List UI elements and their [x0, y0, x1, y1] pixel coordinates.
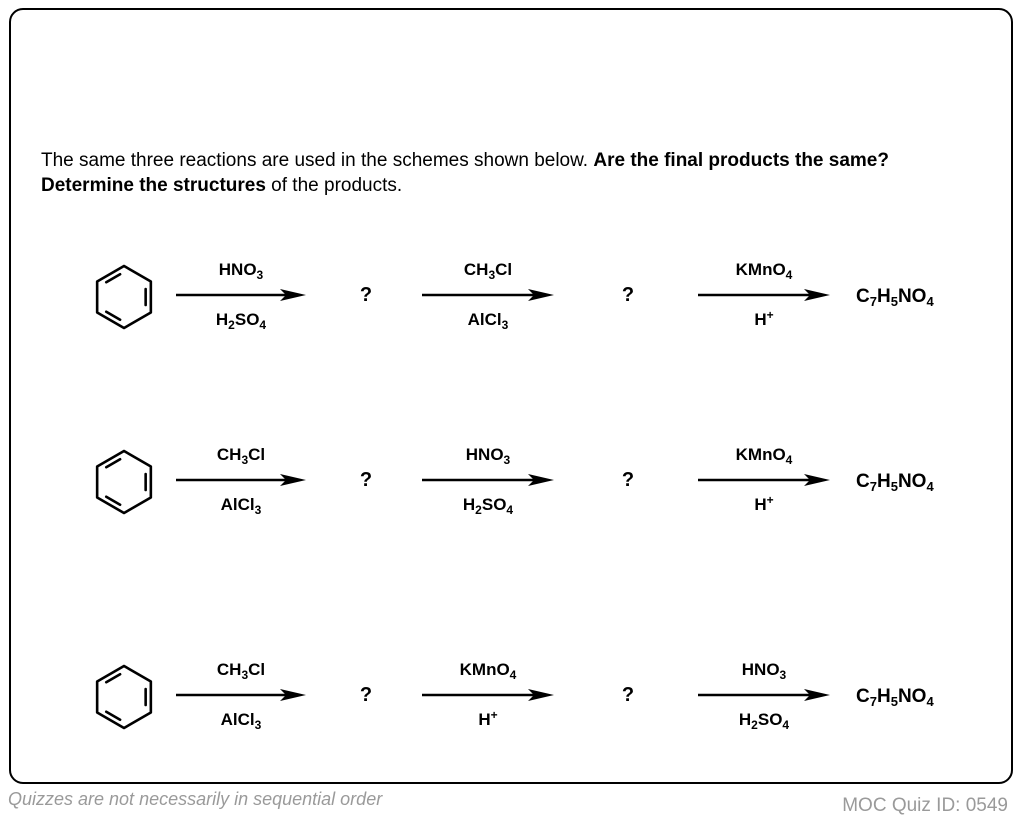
benzene-structure: [90, 659, 158, 735]
reaction-arrow-3: [698, 473, 830, 487]
reagent-below-step-2: AlCl$_3$: [467, 310, 509, 332]
reaction-scheme-3: [0, 640, 1024, 760]
reagent-below-step-3: $H_2SO_4$: [738, 710, 790, 732]
final-product-formula: $C_7H_5NO_4$: [856, 471, 934, 494]
reagent-below-step-2: $H_2SO_4$: [462, 495, 514, 517]
benzene-structure: [90, 444, 158, 520]
reaction-arrow-3: [698, 288, 830, 302]
quiz-id: MOC Quiz ID: 0549: [842, 795, 1008, 816]
benzene-structure: [90, 259, 158, 335]
question-text-bold: Are the final products the same? Determine the structures: [41, 150, 889, 196]
reagent-below-step-3: H+: [754, 493, 774, 514]
reaction-arrow-1: [176, 288, 306, 302]
reagent-below-step-1: AlCl$_3$: [220, 710, 262, 732]
unknown-intermediate-1: ?: [359, 684, 373, 706]
reaction-scheme-1: [0, 240, 1024, 360]
reaction-arrow-3: [698, 688, 830, 702]
reagent-above-step-2: $HNO_3$: [465, 445, 511, 467]
reaction-arrow-2: [422, 473, 554, 487]
reagent-below-step-1: AlCl$_3$: [220, 495, 262, 517]
reagent-above-step-2: $CH_3Cl$: [463, 260, 513, 282]
reaction-arrow-2: [422, 288, 554, 302]
reagent-above-step-2: KMnO$_4$: [459, 660, 517, 682]
unknown-intermediate-1: ?: [359, 469, 373, 491]
reaction-scheme-2: [0, 425, 1024, 545]
reagent-above-step-3: $HNO_3$: [741, 660, 787, 682]
reagent-above-step-3: KMnO$_4$: [735, 445, 793, 467]
footer-note: Quizzes are not necessarily in sequential order: [8, 789, 383, 809]
question-text-tail: of the products.: [265, 175, 403, 196]
reagent-below-step-2: H+: [478, 708, 498, 729]
final-product-formula: $C_7H_5NO_4$: [856, 286, 934, 309]
reaction-arrow-1: [176, 688, 306, 702]
unknown-intermediate-2: ?: [621, 684, 635, 706]
unknown-intermediate-2: ?: [621, 284, 635, 306]
reagent-above-step-1: $CH_3Cl$: [216, 445, 266, 467]
question-text: [41, 148, 981, 198]
reagent-above-step-3: KMnO$_4$: [735, 260, 793, 282]
unknown-intermediate-1: ?: [359, 284, 373, 306]
unknown-intermediate-2: ?: [621, 469, 635, 491]
question-text-plain: The same three reactions are used in the schemes shown below.: [41, 150, 594, 171]
reagent-below-step-3: H+: [754, 308, 774, 329]
reagent-above-step-1: $HNO_3$: [218, 260, 264, 282]
reaction-arrow-2: [422, 688, 554, 702]
reaction-arrow-1: [176, 473, 306, 487]
final-product-formula: $C_7H_5NO_4$: [856, 686, 934, 709]
reagent-below-step-1: $H_2SO_4$: [215, 310, 267, 332]
reagent-above-step-1: $CH_3Cl$: [216, 660, 266, 682]
